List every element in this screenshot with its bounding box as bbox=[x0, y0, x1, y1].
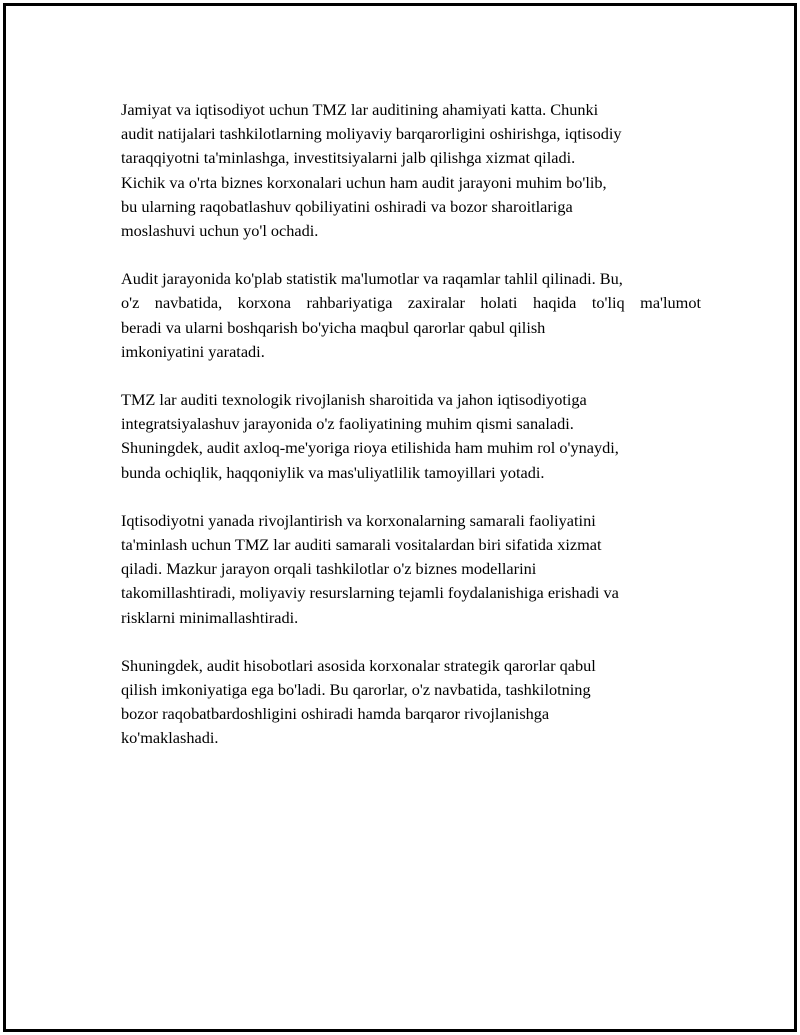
text-line: Audit jarayonida ko'plab statistik ma'lumotlar va raqamlar tahlil qilinadi. Bu, bbox=[121, 269, 623, 289]
text-line: ko'maklashadi. bbox=[121, 728, 219, 748]
text-line: risklarni minimallashtiradi. bbox=[121, 607, 299, 627]
text-line: takomillashtiradi, moliyaviy resurslarning tejamli foydalanishiga erishadi va bbox=[121, 583, 619, 603]
text-line: Iqtisodiyotni yanada rivojlantirish va korxonalarning samarali faoliyatini bbox=[121, 510, 596, 530]
document-body bbox=[121, 98, 701, 775]
text-line: bunda ochiqlik, haqqoniylik va mas'uliyatlilik tamoyillari yotadi. bbox=[121, 462, 545, 482]
text-line: ta'minlash uchun TMZ lar auditi samarali vositalardan biri sifatida xizmat bbox=[121, 535, 602, 555]
paragraph-5 bbox=[121, 654, 701, 751]
text-line: Shuningdek, audit hisobotlari asosida korxonalar strategik qarorlar qabul bbox=[121, 655, 596, 675]
text-line: TMZ lar auditi texnologik rivojlanish sharoitida va jahon iqtisodiyotiga bbox=[121, 390, 587, 410]
text-line: moslashuvi uchun yo'l ochadi. bbox=[121, 221, 319, 241]
text-line: bozor raqobatbardoshligini oshiradi hamda barqaror rivojlanishga bbox=[121, 704, 550, 724]
text-line: Kichik va o'rta biznes korxonalari uchun ham audit jarayoni muhim bo'lib, bbox=[121, 172, 607, 192]
text-line: taraqqiyotni ta'minlashga, investitsiyalarni jalb qilishga xizmat qiladi. bbox=[121, 148, 576, 168]
paragraph-1 bbox=[121, 98, 701, 243]
text-line: o'z navbatida, korxona rahbariyatiga zaxiralar holati haqida to'liq ma'lumot bbox=[121, 293, 701, 313]
text-line: imkoniyatini yaratadi. bbox=[121, 341, 265, 361]
text-line: integratsiyalashuv jarayonida o'z faoliyatining muhim qismi sanaladi. bbox=[121, 414, 574, 434]
text-line: qilish imkoniyatiga ega bo'ladi. Bu qarorlar, o'z navbatida, tashkilotning bbox=[121, 680, 591, 700]
text-line: Jamiyat va iqtisodiyot uchun TMZ lar auditining ahamiyati katta. Chunki bbox=[121, 100, 599, 119]
text-line: bu ularning raqobatlashuv qobiliyatini oshiradi va bozor sharoitlariga bbox=[121, 196, 573, 216]
text-line: audit natijalari tashkilotlarning moliyaviy barqarorligini oshirishga, iqtisodiy bbox=[121, 124, 622, 144]
text-line: beradi va ularni boshqarish bo'yicha maqbul qarorlar qabul qilish bbox=[121, 317, 546, 337]
paragraph-3 bbox=[121, 388, 701, 485]
text-line: Shuningdek, audit axloq-me'yoriga rioya etilishida ham muhim rol o'ynaydi, bbox=[121, 438, 619, 458]
text-line: qiladi. Mazkur jarayon orqali tashkilotlar o'z biznes modellarini bbox=[121, 559, 537, 579]
paragraph-2 bbox=[121, 267, 701, 364]
document-page bbox=[3, 3, 797, 1032]
paragraph-4 bbox=[121, 509, 701, 630]
